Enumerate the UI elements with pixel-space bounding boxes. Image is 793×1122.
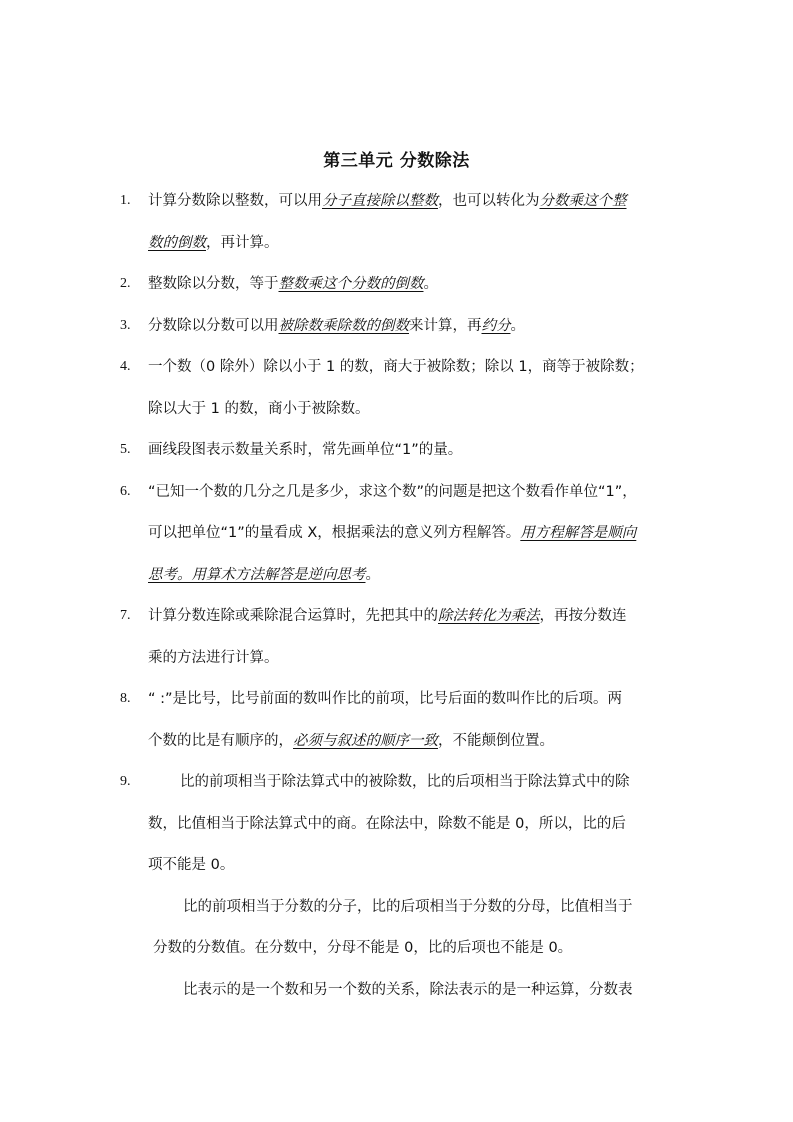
underlined-answer: 分子直接除以整数	[322, 193, 438, 209]
underlined-answer: 约分	[481, 318, 511, 334]
item-7-line-2	[148, 648, 279, 668]
item-3-line-1	[148, 316, 525, 336]
underlined-answer: 除法转化为乘法	[438, 608, 540, 624]
text: ，不能颠倒位置。	[438, 733, 554, 749]
text: 一个数（0 除外）除以小于 1 的数，商大于被除数；除以 1，商等于被除数；	[148, 359, 644, 375]
underlined-answer: 被除数乘除数的倒数	[278, 318, 409, 334]
text: ，也可以转化为	[438, 193, 540, 209]
paragraph-1-line-2: 分数的分数值。在分数中，分母不能是 0，比的后项也不能是 0。	[153, 940, 573, 956]
text: 整数除以分数，等于	[148, 276, 279, 292]
item-6-line-2	[148, 523, 636, 543]
item-number: 9.	[120, 774, 131, 789]
underlined-answer: 分数乘这个整	[539, 193, 627, 209]
text: 画线段图表示数量关系时，常先画单位“1”的量。	[148, 442, 463, 458]
item-4-line-1	[148, 357, 644, 377]
item-1-line-2	[148, 233, 279, 253]
text: 比的前项相当于除法算式中的被除数，比的后项相当于除法算式中的除	[180, 774, 630, 790]
item-number: 5.	[120, 442, 131, 457]
text: 个数的比是有顺序的，	[148, 733, 293, 749]
item-8-line-2	[148, 731, 554, 751]
item-9-line-2	[148, 814, 626, 834]
underlined-answer: 数的倒数	[148, 235, 206, 251]
item-number: 4.	[120, 359, 131, 374]
item-9-line-1	[180, 772, 630, 792]
item-6-line-1	[148, 482, 637, 502]
item-6-line-3	[148, 565, 380, 585]
text: 计算分数连除或乘除混合运算时，先把其中的	[148, 608, 438, 624]
paragraph-1-line-1: 比的前项相当于分数的分子，比的后项相当于分数的分母，比值相当于	[183, 899, 633, 915]
text: 项不能是 0。	[148, 857, 235, 873]
item-number: 2.	[120, 276, 131, 291]
underlined-answer: 思考。用算术方法解答是逆向思考	[148, 567, 366, 583]
text: 分数除以分数可以用	[148, 318, 279, 334]
item-9-line-3	[148, 855, 234, 875]
text: 除以大于 1 的数，商小于被除数。	[148, 401, 370, 417]
underlined-answer: 必须与叙述的顺序一致	[293, 733, 438, 749]
item-1-line-1	[148, 191, 627, 211]
item-2-line-1	[148, 274, 438, 294]
item-number: 7.	[120, 608, 131, 623]
item-5-line-1	[148, 440, 462, 460]
item-number: 6.	[120, 484, 131, 499]
text: ，再计算。	[206, 235, 279, 251]
text: 乘的方法进行计算。	[148, 650, 279, 666]
text: “已知一个数的几分之几是多少，求这个数”的问题是把这个数看作单位“1”，	[148, 484, 637, 500]
item-8-line-1	[148, 689, 622, 709]
text: 来计算，再	[409, 318, 482, 334]
text: ，再按分数连	[539, 608, 627, 624]
page-title: 第三单元 分数除法	[323, 151, 470, 171]
text: 计算分数除以整数，可以用	[148, 193, 322, 209]
underlined-answer: 用方程解答是顺向	[520, 525, 637, 541]
text: 。	[423, 276, 438, 292]
item-number: 1.	[120, 193, 131, 208]
text: “ :”是比号，比号前面的数叫作比的前项，比号后面的数叫作比的后项。两	[148, 691, 623, 707]
text: 可以把单位“1”的量看成 X，根据乘法的意义列方程解答。	[148, 525, 521, 541]
paragraph-2-line-1: 比表示的是一个数和另一个数的关系，除法表示的是一种运算，分数表	[183, 982, 633, 998]
text: 。	[510, 318, 525, 334]
item-4-line-2	[148, 399, 369, 419]
item-7-line-1	[148, 606, 627, 626]
item-number: 8.	[120, 691, 131, 706]
text: 数，比值相当于除法算式中的商。在除法中，除数不能是 0，所以，比的后	[148, 816, 626, 832]
item-number: 3.	[120, 318, 131, 333]
underlined-answer: 整数乘这个分数的倒数	[278, 276, 424, 292]
text: 。	[365, 567, 380, 583]
